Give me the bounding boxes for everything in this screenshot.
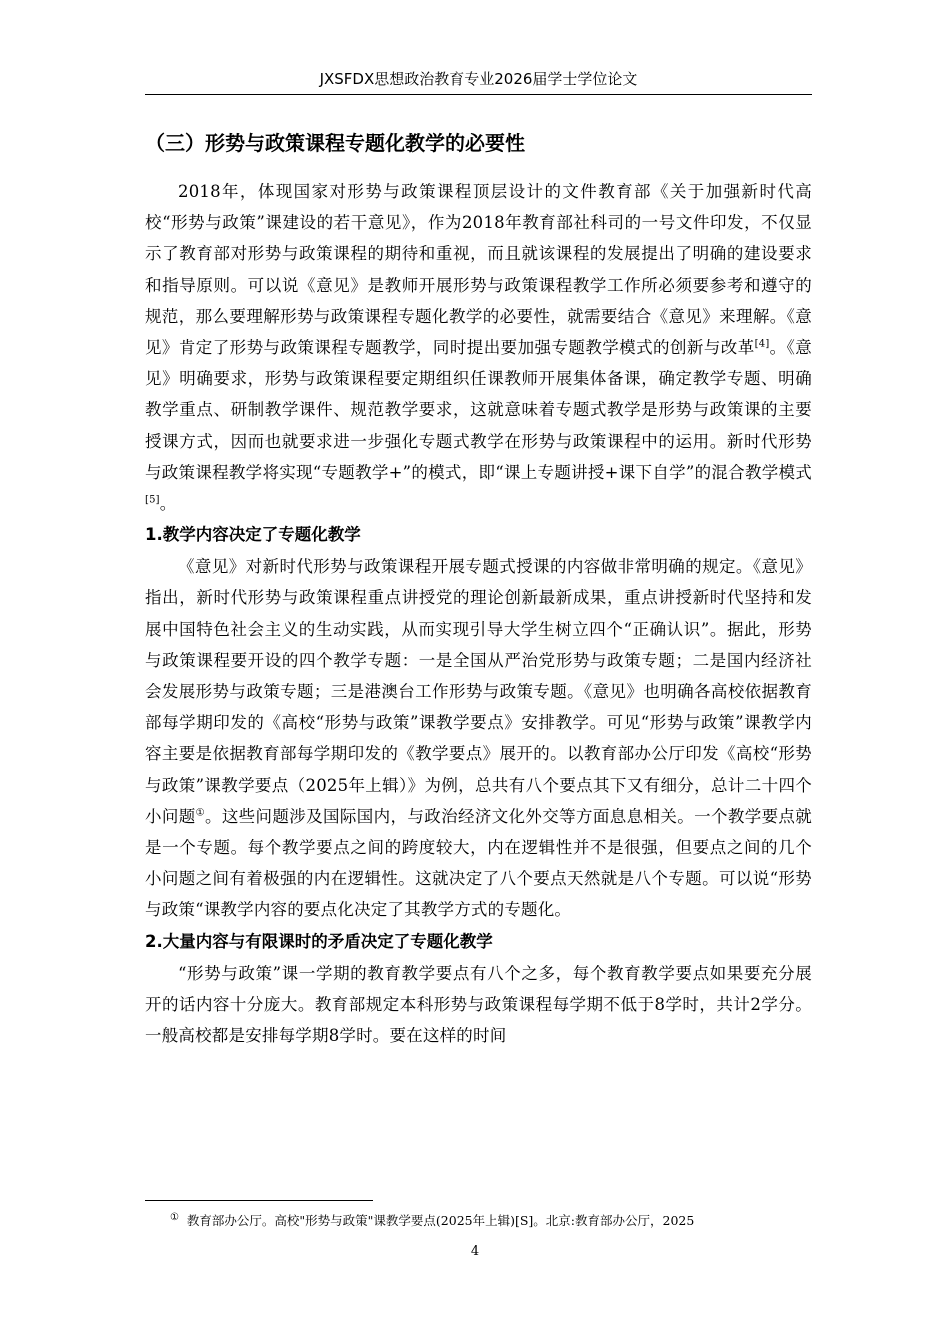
citation-ref-5[interactable]: [5] <box>145 494 160 506</box>
paragraph-1-text-b: 。《意见》明确要求，形势与政策课程要定期组织任课教师开展集体备课，确定教学专题、明确教学重点、研制教学课件、规范教学要求，这就意味着专题式教学是形势与政策课的主要授课方式，因而也就要求进一步强化专题式教学在形势与政策课程中的运用。新时代形势与政策课程教学将实现“专题教学+”的模式，即“课上专题讲授+课下自学”的混合教学模式 <box>145 338 812 482</box>
page-number: 4 <box>470 1244 480 1259</box>
paragraph-2 <box>145 551 812 925</box>
footnote <box>170 1212 810 1230</box>
citation-ref-4[interactable]: [4] <box>754 338 770 350</box>
subsection-title-2: 2.大量内容与有限课时的矛盾决定了专题化教学 <box>145 931 493 951</box>
paragraph-1-text-c: 。 <box>159 494 177 514</box>
footnote-mark: ① <box>170 1211 179 1223</box>
paragraph-1 <box>145 176 812 519</box>
paragraph-2-text-b: 。这些问题涉及国际国内，与政治经济文化外交等方面息息相关。一个教学要点就是一个专题。每个教学要点之间的跨度较大，内在逻辑性并不是很强，但要点之间的几个小问题之间有着极强的内在逻辑性。这就决定了八个要点天然就是八个专题。可以说“形势与政策“课教学内容的要点化决定了其教学方式的专题化。 <box>145 806 813 920</box>
running-header: JXSFDX思想政治教育专业2026届学士学位论文 <box>145 68 812 95</box>
section-title: （三）形势与政策课程专题化教学的必要性 <box>145 131 525 155</box>
footnote-divider <box>145 1200 373 1201</box>
footnote-text: 教育部办公厅。高校"形势与政策"课教学要点(2025年上辑)[S]。北京:教育部办公厅，2025 <box>186 1213 695 1228</box>
paragraph-2-text-a: 《意见》对新时代形势与政策课程开展专题式授课的内容做非常明确的规定。《意见》指出，新时代形势与政策课程重点讲授党的理论创新最新成果，重点讲授新时代坚持和发展中国特色社会主义的生动实践，从而实现引导大学生树立四个“正确认识”。据此，形势与政策课程要开设的四个教学专题：一是全国从严治党形势与政策专题；二是国内经济社会发展形势与政策专题；三是港澳台工作形势与政策专题。《意见》也明确各高校依据教育部每学期印发的《高校“形势与政策”课教学要点》安排教学。可见“形势与政策”课教学内容主要是依据教育部每学期印发的《教学要点》展开的。以教育部办公厅印发《高校“形势与政策”课教学要点（2025年上辑）》为例，总共有八个要点其下又有细分，总计二十四个小问题 <box>145 557 812 826</box>
footnote-marker[interactable]: ① <box>195 807 205 819</box>
paragraph-3: “形势与政策”课一学期的教育教学要点有八个之多，每个教育教学要点如果要充分展开的话内容十分庞大。教育部规定本科形势与政策课程每学期不低于8学时，共计2学分。一般高校都是安排每学期8学时。要在这样的时间 <box>145 963 812 1046</box>
page-content <box>145 118 812 1051</box>
subsection-title-1: 1.教学内容决定了专题化教学 <box>145 525 361 545</box>
paragraph-1-text-a: 2018年，体现国家对形势与政策课程顶层设计的文件教育部《关于加强新时代高校“形势与政策”课建设的若干意见》，作为2018年教育部社科司的一号文件印发，不仅显示了教育部对形势与政策课程的期待和重视，而且就该课程的发展提出了明确的建设要求和指导原则。可以说《意见》是教师开展形势与政策课程教学工作所必须要参考和遵守的规范，那么要理解形势与政策课程专题化教学的必要性，就需要结合《意见》来理解。《意见》肯定了形势与政策课程专题教学，同时提出要加强专题教学模式的创新与改革 <box>145 182 812 358</box>
